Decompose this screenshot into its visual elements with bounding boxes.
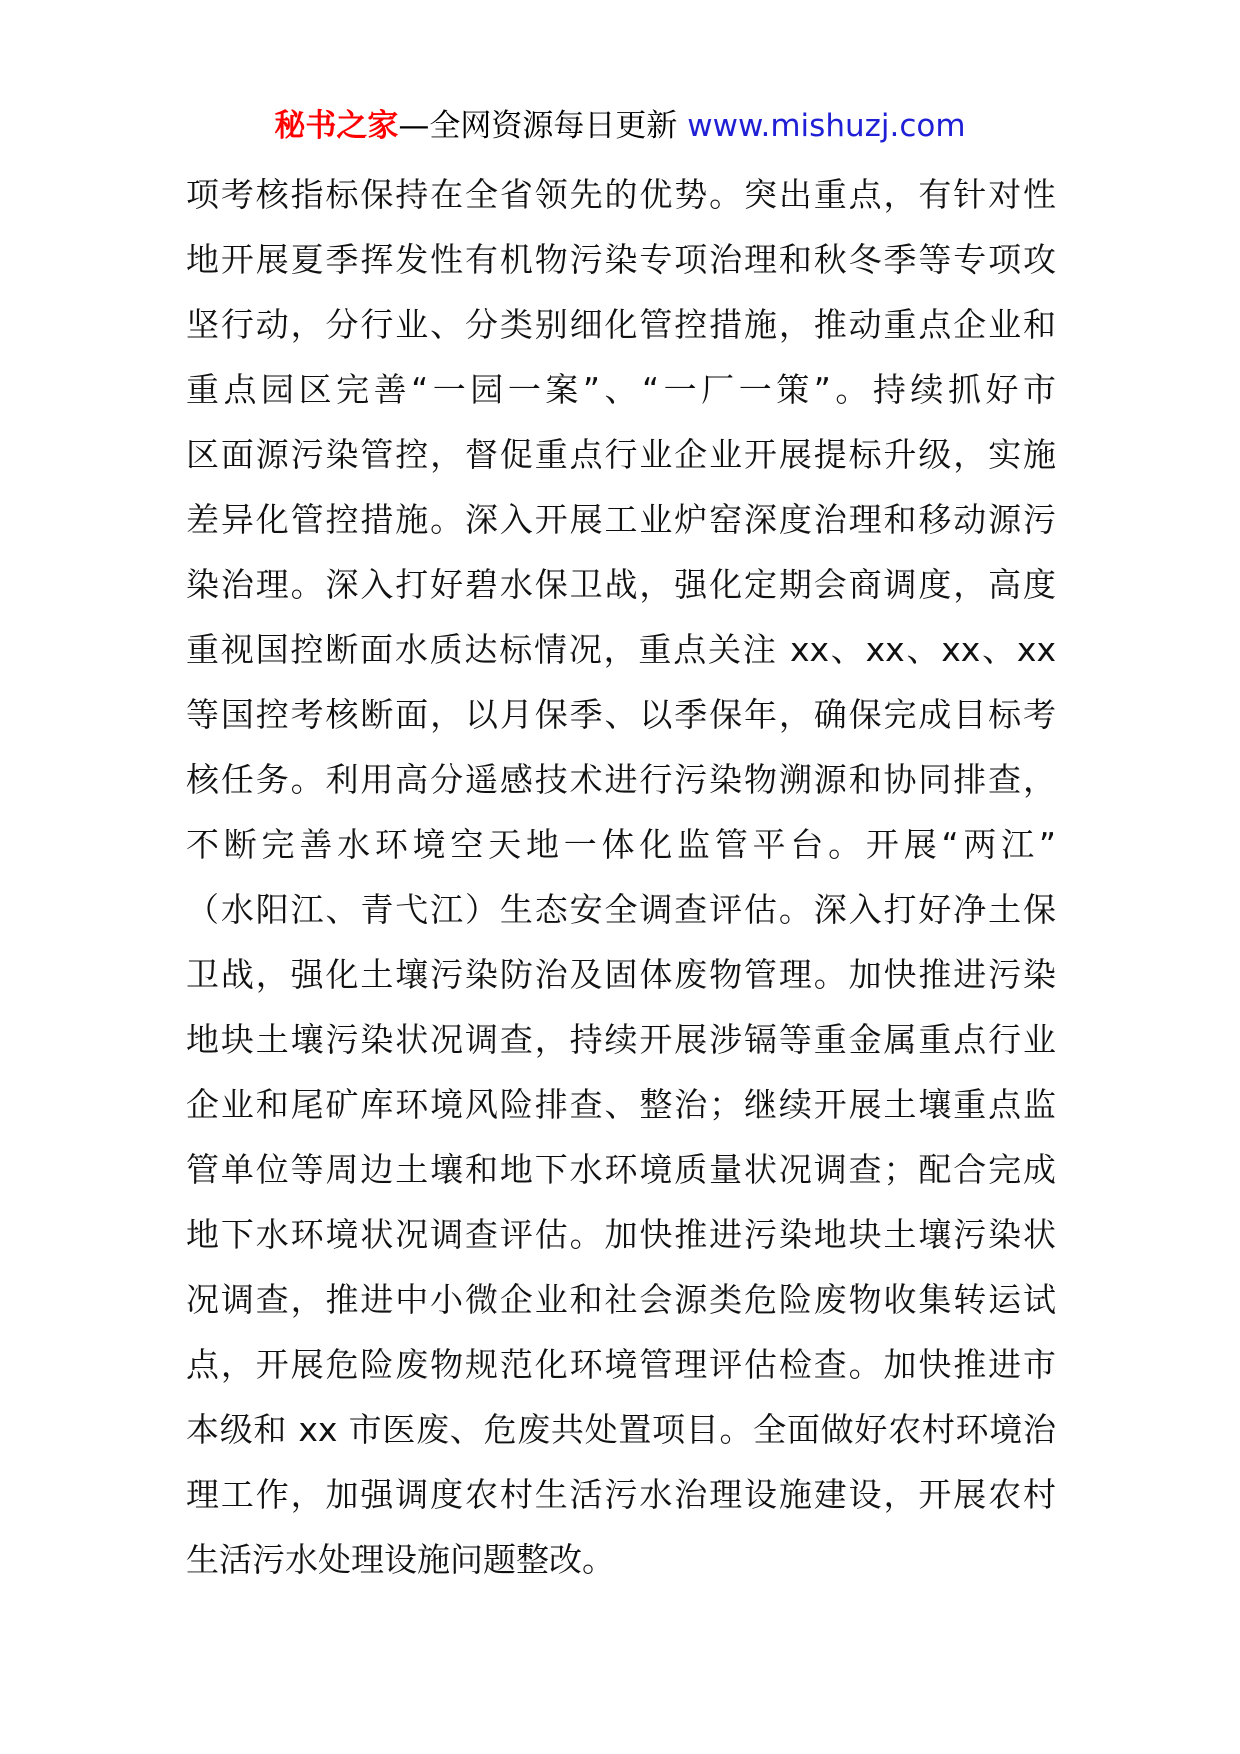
text-line: 坚行动，分行业、分类别细化管控措施，推动重点企业和 [186, 305, 1056, 344]
text-line: 重视国控断面水质达标情况，重点关注 xx、xx、xx、xx [186, 630, 1056, 669]
text-line: 本级和 xx 市医废、危废共处置项目。全面做好农村环境治 [186, 1410, 1056, 1449]
header-brand: 秘书之家 [274, 108, 399, 144]
text-line: 等国控考核断面，以月保季、以季保年，确保完成目标考 [186, 695, 1056, 734]
text-line: 卫战，强化土壤污染防治及固体废物管理。加快推进污染 [186, 955, 1056, 994]
header-tagline: —全网资源每日更新 [398, 108, 678, 144]
text-line: 况调查，推进中小微企业和社会源类危险废物收集转运试 [186, 1280, 1056, 1319]
text-line: 区面源污染管控，督促重点行业企业开展提标升级，实施 [186, 435, 1056, 474]
text-line: 点，开展危险废物规范化环境管理评估检查。加快推进市 [186, 1345, 1056, 1384]
text-line: 染治理。深入打好碧水保卫战，强化定期会商调度，高度 [186, 565, 1056, 604]
text-line: （水阳江、青弋江）生态安全调查评估。深入打好净土保 [186, 890, 1056, 929]
text-line: 地下水环境状况调查评估。加快推进污染地块土壤污染状 [186, 1215, 1056, 1254]
text-line: 生活污水处理设施问题整改。 [186, 1540, 615, 1579]
text-line: 管单位等周边土壤和地下水环境质量状况调查；配合完成 [186, 1150, 1056, 1189]
text-line: 地开展夏季挥发性有机物污染专项治理和秋冬季等专项攻 [186, 240, 1056, 279]
text-line: 不断完善水环境空天地一体化监管平台。开展“两江” [186, 825, 1056, 864]
text-line: 差异化管控措施。深入开展工业炉窑深度治理和移动源污 [186, 500, 1056, 539]
text-line: 地块土壤污染状况调查，持续开展涉镉等重金属重点行业 [186, 1020, 1056, 1059]
text-line: 企业和尾矿库环境风险排查、整治；继续开展土壤重点监 [186, 1085, 1056, 1124]
text-line: 核任务。利用高分遥感技术进行污染物溯源和协同排查， [186, 760, 1056, 799]
text-line: 重点园区完善“一园一案”、“一厂一策”。持续抓好市 [186, 370, 1056, 409]
page-header [0, 104, 1240, 148]
header-site-link[interactable]: www.mishuzj.com [687, 108, 966, 144]
document-body [186, 162, 1056, 1592]
text-line: 项考核指标保持在全省领先的优势。突出重点，有针对性 [186, 175, 1056, 214]
text-line: 理工作，加强调度农村生活污水治理设施建设，开展农村 [186, 1475, 1056, 1514]
